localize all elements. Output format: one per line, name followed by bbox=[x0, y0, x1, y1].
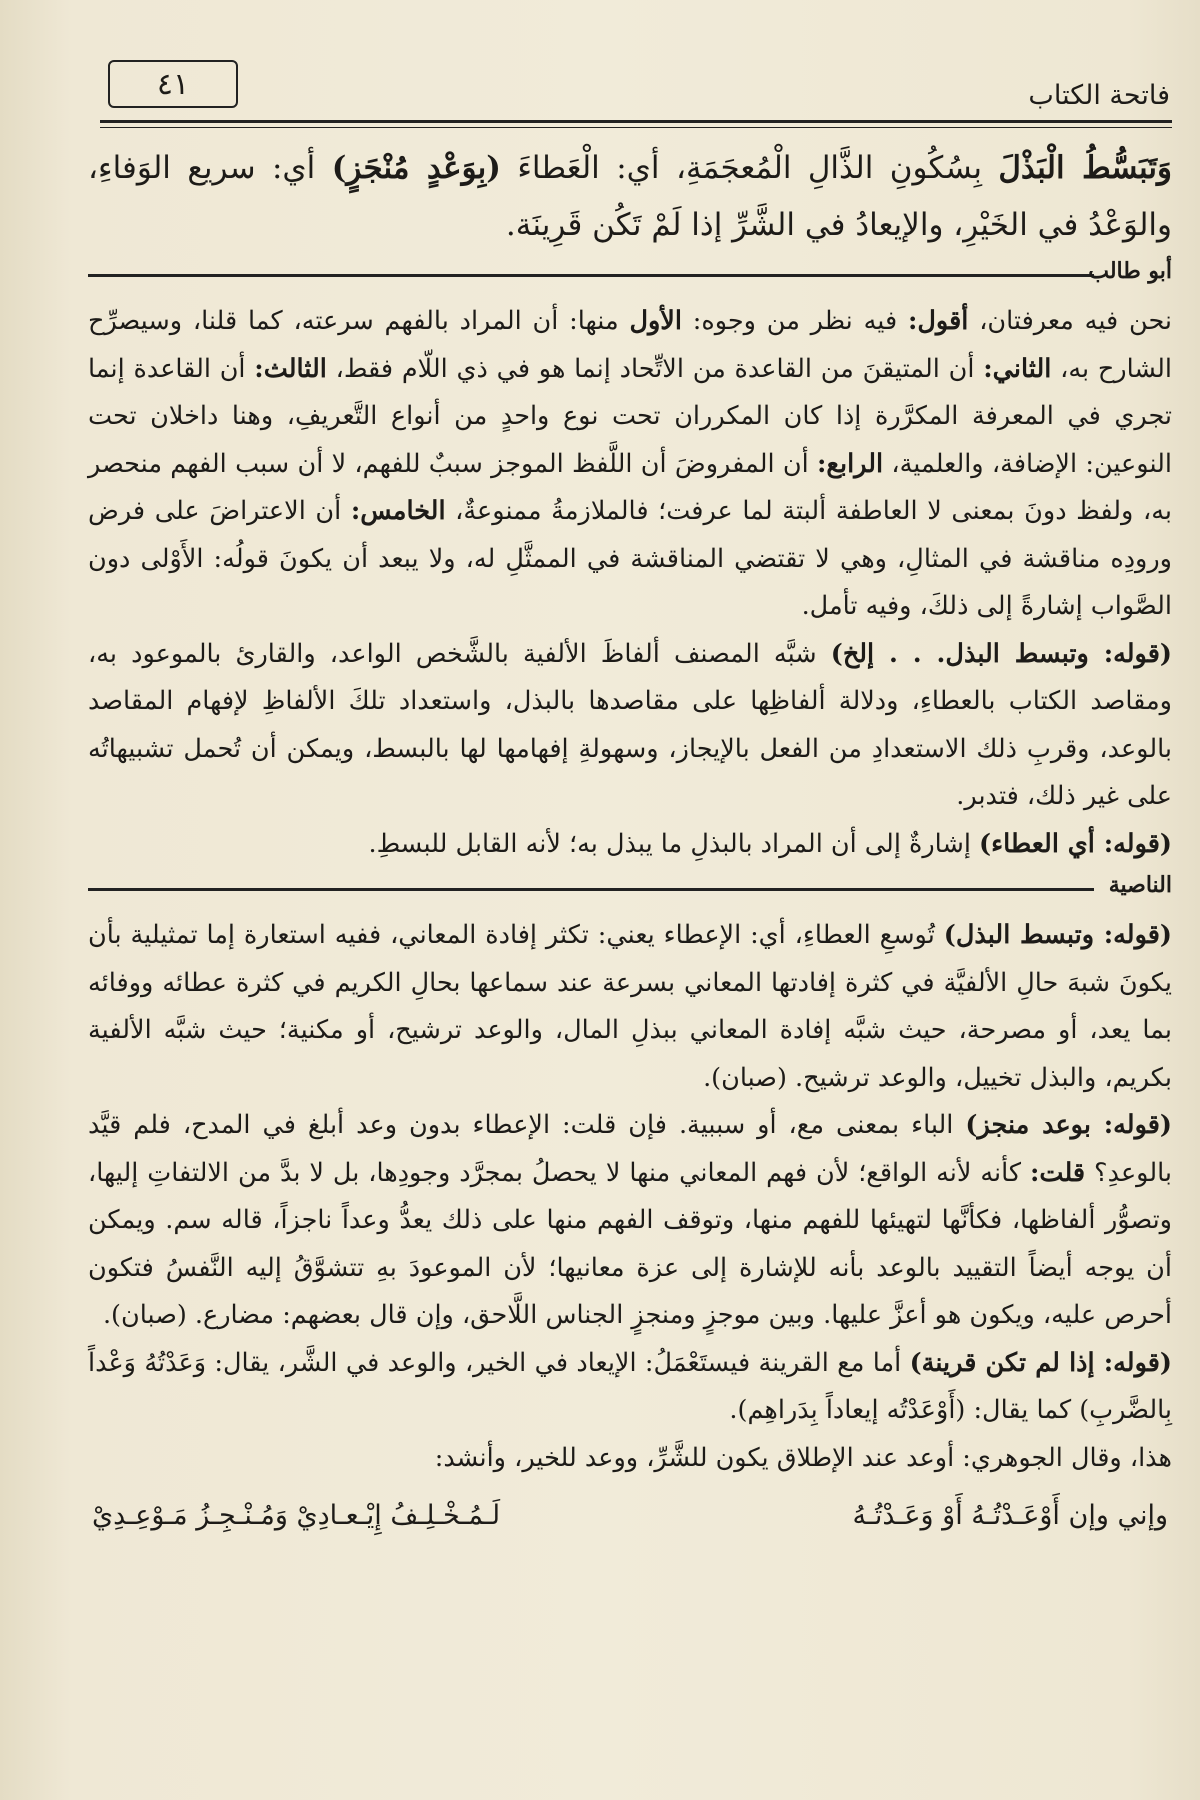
separator-rule bbox=[88, 274, 1094, 277]
bold-term: (قوله: وتبسط البذل) bbox=[943, 920, 1172, 950]
commentary-sections bbox=[88, 258, 1172, 1482]
bold-term: الخامس: bbox=[350, 496, 446, 526]
bold-term: (قوله: أي العطاء) bbox=[979, 828, 1172, 859]
commentary-paragraph bbox=[88, 821, 1172, 869]
bold-term: (قوله: إذا لم تكن قرينة) bbox=[909, 1347, 1172, 1378]
paragraph-text: تُوسعِ العطاءِ، أي: الإعطاء يعني: تكثر إفادة المعاني، ففيه استعارة إما تمثيلية بأن يكونَ شبهَ حالِ الألفيَّة في كثرة إفادتها المعاني بسرعة عند سماعها بحالِ الكريم في كثرة عطائه ووفائه بما يعد، أو مصرحة، حيث شبَّه إفادة المعاني ببذلِ المال، والوعد ترشيح، أو مكنية؛ حيث شبَّه الألفية بكريم، والبذل تخييل، والوعد ترشيح. (صبان). bbox=[88, 920, 1172, 1093]
separator-rule bbox=[88, 888, 1094, 891]
paragraph-text: الباء بمعنى مع، أو سببية. فإن قلت: الإعطاء بدون وعد أبلغ في المدح، فلم قيَّد بالوعدِ؟ bbox=[88, 1110, 1172, 1188]
matn-commentary: بِسُكُونِ الذَّالِ الْمُعجَمَةِ، أي: الْعَطاءَ bbox=[500, 150, 999, 186]
paragraph-text: أن المتيقنَ من القاعدة من الاتِّحاد إنما هو في ذي اللّام فقط، bbox=[326, 353, 984, 384]
commentary-paragraph bbox=[88, 912, 1172, 1102]
paragraph-text: أن الاعتراضَ على فرض ورودِه مناقشة في المثالِ، وهي لا تقتضي المناقشة في الممثَّلِ له، ولا يبعد أن يكونَ قولُه: الأَوْلى دون الصَّواب إشارةً إلى ذلكَ، وفيه تأمل. bbox=[88, 496, 1172, 621]
bold-term: (قوله: وتبسط البذل. . . إلخ) bbox=[830, 638, 1172, 669]
bold-term: (قوله: بوعد منجز) bbox=[965, 1110, 1172, 1140]
commentator-label: الناصية bbox=[1108, 872, 1172, 898]
paragraph-text: إشارةٌ إلى أن المراد بالبذلِ ما يبذل به؛ لأنه القابل للبسطِ. bbox=[368, 828, 980, 859]
header-double-rule bbox=[100, 120, 1172, 128]
running-title: فاتحة الكتاب bbox=[1028, 80, 1170, 111]
paragraph-text: أن المفروضَ أن اللَّفظ الموجز سببٌ للفهم، لا أن سبب الفهم منحصر به، ولفظ دونَ بمعنى لا العاطفة ألبتة لما عرفت؛ فالملازمةُ ممنوعةٌ، bbox=[88, 448, 1172, 526]
bold-term: الثاني: bbox=[983, 353, 1052, 384]
bold-term: أقول: bbox=[907, 306, 969, 336]
page-content bbox=[88, 140, 1172, 1542]
poetry-verse bbox=[88, 1490, 1172, 1542]
verse-second-hemistich: لَـمُـخْـلِـفُ إِيْـعـادِيْ وَمُـنْـجِـزُ مَـوْعِـدِيْ bbox=[92, 1500, 501, 1531]
paragraph-text: أن القاعدة إنما تجري في المعرفة المكرَّرة إذا كان المكرران تحت نوع واحدٍ من أنواع التَّعريفِ، وهنا داخلان تحت النوعين: الإضافة، والعلمية، bbox=[88, 353, 1172, 479]
paragraph-text: فيه نظر من وجوه: bbox=[681, 306, 908, 336]
commentary-paragraph bbox=[88, 298, 1172, 631]
bold-term: الأول bbox=[629, 306, 682, 336]
page-number: ٤١ bbox=[108, 60, 238, 108]
commentator-label: أبو طالب bbox=[1088, 258, 1172, 284]
page-header bbox=[100, 58, 1170, 118]
section-separator bbox=[88, 872, 1172, 906]
commentary-paragraph bbox=[88, 631, 1172, 821]
paragraph-text: شبَّه المصنف ألفاظَ الألفية بالشَّخص الواعد، والقارئ بالموعود به، ومقاصد الكتاب بالعطاءِ، ودلالة ألفاظِها على مقاصدها بالبذل، واستعداد تلكَ الألفاظِ لإفهام المقاصد بالوعد، وقربِ ذلك الاستعدادِ من الفعل بالإيجاز، وسهولةِ إفهامها لها بالبسط، ويمكن أن تُحمل تشبيهاتُه على غير ذلك، فتدبر. bbox=[88, 638, 1172, 811]
main-text bbox=[88, 140, 1172, 254]
commentary-paragraph bbox=[88, 1340, 1172, 1435]
paragraph-text: منها: أن المراد بالفهم سرعته، كما قلنا، وسيصرِّح الشارح به، bbox=[88, 306, 1172, 384]
matn-phrase: (بِوَعْدٍ مُنْجَزٍ) bbox=[331, 150, 501, 186]
bold-term: الثالث: bbox=[254, 353, 327, 384]
section-separator bbox=[88, 258, 1172, 292]
matn-commentary: أي: سريع الوَفاءِ، والوَعْدُ في الخَيْرِ، والإيعادُ في الشَّرِّ إذا لَمْ تَكُن قَرِينَة. bbox=[88, 150, 1172, 243]
matn-phrase: وَتَبَسُّطُ الْبَذْلَ bbox=[998, 150, 1172, 186]
bold-term: الرابع: bbox=[816, 448, 884, 479]
paragraph-text: نحن فيه معرفتان، bbox=[968, 306, 1173, 336]
commentary-paragraph bbox=[88, 1435, 1172, 1483]
verse-first-hemistich: وإني وإن أَوْعَـدْتُـهُ أَوْ وَعَـدْتُـهُ bbox=[852, 1500, 1168, 1531]
paragraph-text: هذا، وقال الجوهري: أوعد عند الإطلاق يكون للشَّرِّ، ووعد للخير، وأنشد: bbox=[434, 1442, 1172, 1473]
paragraph-text: كأنه لأنه الواقع؛ لأن فهم المعاني منها لا يحصلُ بمجرَّد وجودِها، بل لا بدَّ من الالتفاتِ إليها، وتصوُّر ألفاظها، فكأنَّها لتهيئها للفهم منها، وتوقف الفهم منها على ذلك يعدُّ وعداً ناجزاً، قاله سم. ويمكن أن يوجه أيضاً التقييد بالوعد بأنه للإشارة إلى عزة معانيها؛ لأن الموعودَ بهِ تتشوَّقُ إليه النَّفسُ فتكون أحرص عليه، ويكون هو أعزَّ عليها. وبين موجزٍ ومنجزٍ الجناس اللَّاحق، وإن قال بعضهم: مضارع. (صبان). bbox=[88, 1157, 1172, 1330]
paragraph-text: أما مع القرينة فيستَعْمَلُ: الإيعاد في الخير، والوعد في الشَّر، يقال: وَعَدْتُهُ وَعْداً بِالضَّربِ) كما يقال: (أَوْعَدْتُه إيعاداً بِدَراهِم). bbox=[88, 1347, 1172, 1425]
commentary-paragraph bbox=[88, 1102, 1172, 1340]
bold-term: قلت: bbox=[1030, 1157, 1086, 1188]
